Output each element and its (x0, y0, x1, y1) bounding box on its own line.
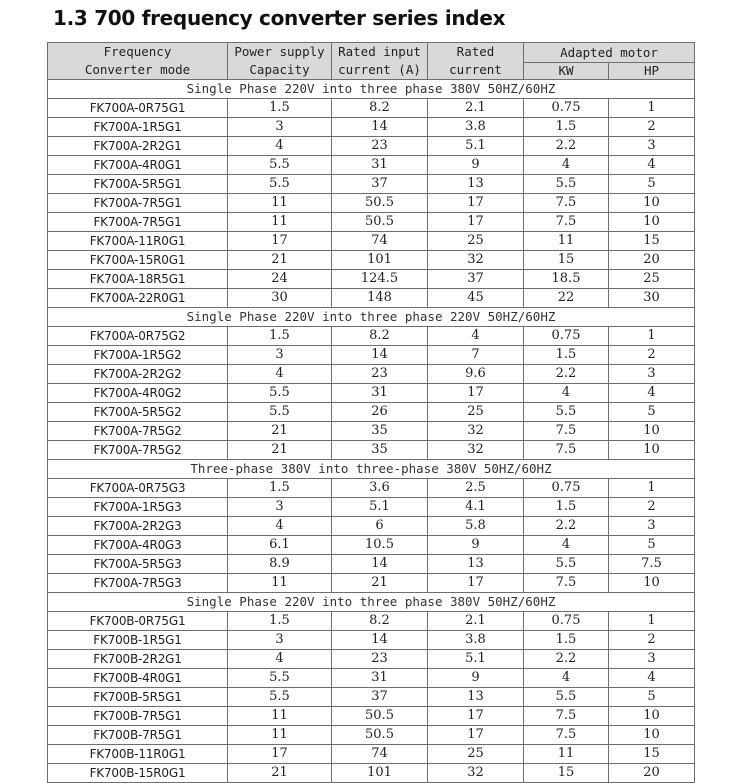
cell-model: FK700B-7R5G1 (48, 707, 228, 726)
cell-power-capacity: 1.5 (228, 612, 332, 631)
cell-rated-input-current: 23 (332, 137, 428, 156)
cell-rated-input-current: 8.2 (332, 99, 428, 118)
cell-motor-hp: 10 (609, 726, 695, 745)
table-row (48, 555, 695, 574)
cell-power-capacity: 11 (228, 213, 332, 232)
cell-motor-kw: 4 (524, 536, 609, 555)
cell-motor-hp: 5 (609, 688, 695, 707)
cell-rated-current: 4.1 (428, 498, 524, 517)
page-title: 1.3 700 frequency converter series index (53, 6, 506, 30)
section-label: Single Phase 220V into three phase 220V 50HZ/60HZ (48, 308, 695, 327)
cell-motor-hp: 15 (609, 745, 695, 764)
cell-motor-kw: 5.5 (524, 175, 609, 194)
cell-power-capacity: 8.9 (228, 555, 332, 574)
cell-rated-current: 9 (428, 156, 524, 175)
cell-model: FK700A-1R5G1 (48, 118, 228, 137)
cell-rated-input-current: 31 (332, 669, 428, 688)
section-header-row (48, 460, 695, 479)
section-header-row (48, 80, 695, 99)
cell-motor-hp: 2 (609, 346, 695, 365)
section-label: Single Phase 220V into three phase 380V 50HZ/60HZ (48, 593, 695, 612)
cell-rated-current: 9 (428, 669, 524, 688)
cell-rated-input-current: 26 (332, 403, 428, 422)
cell-motor-kw: 11 (524, 745, 609, 764)
cell-rated-input-current: 148 (332, 289, 428, 308)
cell-model: FK700B-2R2G1 (48, 650, 228, 669)
table-row (48, 289, 695, 308)
table-row (48, 251, 695, 270)
cell-power-capacity: 11 (228, 726, 332, 745)
cell-motor-hp: 10 (609, 707, 695, 726)
cell-motor-kw: 7.5 (524, 422, 609, 441)
cell-motor-kw: 1.5 (524, 498, 609, 517)
cell-motor-kw: 7.5 (524, 726, 609, 745)
cell-motor-kw: 15 (524, 764, 609, 783)
table-row (48, 99, 695, 118)
cell-model: FK700A-2R2G2 (48, 365, 228, 384)
table-row (48, 764, 695, 783)
cell-power-capacity: 4 (228, 365, 332, 384)
cell-model: FK700A-5R5G3 (48, 555, 228, 574)
cell-model: FK700A-7R5G1 (48, 213, 228, 232)
cell-motor-hp: 2 (609, 118, 695, 137)
cell-motor-kw: 1.5 (524, 118, 609, 137)
header-text: Rated input (338, 44, 421, 59)
table-row (48, 479, 695, 498)
cell-rated-current: 9.6 (428, 365, 524, 384)
cell-rated-current: 17 (428, 726, 524, 745)
cell-model: FK700A-5R5G2 (48, 403, 228, 422)
cell-rated-input-current: 6 (332, 517, 428, 536)
cell-model: FK700A-0R75G2 (48, 327, 228, 346)
table-row (48, 707, 695, 726)
cell-motor-kw: 7.5 (524, 441, 609, 460)
cell-motor-hp: 5 (609, 403, 695, 422)
cell-motor-kw: 0.75 (524, 612, 609, 631)
header-rated-input-current (332, 43, 428, 80)
cell-motor-hp: 1 (609, 612, 695, 631)
table-row (48, 384, 695, 403)
header-power-supply-capacity (228, 43, 332, 80)
cell-motor-kw: 2.2 (524, 517, 609, 536)
cell-power-capacity: 5.5 (228, 688, 332, 707)
cell-rated-input-current: 5.1 (332, 498, 428, 517)
table-row (48, 574, 695, 593)
cell-rated-current: 3.8 (428, 118, 524, 137)
cell-rated-current: 9 (428, 536, 524, 555)
cell-power-capacity: 11 (228, 194, 332, 213)
cell-power-capacity: 21 (228, 441, 332, 460)
cell-motor-hp: 10 (609, 194, 695, 213)
cell-rated-current: 7 (428, 346, 524, 365)
cell-power-capacity: 17 (228, 745, 332, 764)
table-row (48, 441, 695, 460)
table-row (48, 403, 695, 422)
table-row (48, 612, 695, 631)
cell-power-capacity: 5.5 (228, 403, 332, 422)
cell-rated-input-current: 37 (332, 688, 428, 707)
cell-rated-input-current: 74 (332, 745, 428, 764)
cell-rated-input-current: 31 (332, 156, 428, 175)
cell-rated-current: 4 (428, 327, 524, 346)
table-row (48, 194, 695, 213)
cell-motor-kw: 2.2 (524, 650, 609, 669)
cell-motor-hp: 25 (609, 270, 695, 289)
cell-rated-current: 25 (428, 403, 524, 422)
cell-rated-current: 17 (428, 574, 524, 593)
cell-model: FK700A-18R5G1 (48, 270, 228, 289)
cell-model: FK700A-1R5G3 (48, 498, 228, 517)
cell-model: FK700A-0R75G1 (48, 99, 228, 118)
cell-rated-current: 5.1 (428, 137, 524, 156)
cell-model: FK700A-11R0G1 (48, 232, 228, 251)
cell-power-capacity: 21 (228, 764, 332, 783)
cell-power-capacity: 21 (228, 422, 332, 441)
header-text: Power supply (234, 44, 325, 59)
header-text: Converter mode (84, 62, 191, 77)
cell-rated-input-current: 35 (332, 422, 428, 441)
cell-model: FK700A-15R0G1 (48, 251, 228, 270)
cell-model: FK700A-4R0G1 (48, 156, 228, 175)
cell-rated-input-current: 14 (332, 346, 428, 365)
table-row (48, 536, 695, 555)
cell-power-capacity: 4 (228, 137, 332, 156)
header-text: current (A) (338, 62, 421, 77)
cell-rated-current: 3.8 (428, 631, 524, 650)
section-label: Three-phase 380V into three-phase 380V 50HZ/60HZ (48, 460, 695, 479)
table-row (48, 745, 695, 764)
cell-power-capacity: 3 (228, 498, 332, 517)
cell-rated-current: 17 (428, 707, 524, 726)
cell-power-capacity: 6.1 (228, 536, 332, 555)
cell-model: FK700A-7R5G3 (48, 574, 228, 593)
table-row (48, 213, 695, 232)
cell-rated-input-current: 35 (332, 441, 428, 460)
section-label: Single Phase 220V into three phase 380V 50HZ/60HZ (48, 80, 695, 99)
cell-rated-current: 17 (428, 213, 524, 232)
cell-rated-current: 2.1 (428, 99, 524, 118)
cell-power-capacity: 1.5 (228, 327, 332, 346)
cell-rated-current: 13 (428, 175, 524, 194)
cell-motor-hp: 3 (609, 650, 695, 669)
cell-model: FK700A-22R0G1 (48, 289, 228, 308)
cell-power-capacity: 11 (228, 707, 332, 726)
cell-motor-hp: 4 (609, 669, 695, 688)
table-body (48, 80, 695, 783)
cell-rated-input-current: 10.5 (332, 536, 428, 555)
cell-motor-hp: 10 (609, 574, 695, 593)
table-row (48, 327, 695, 346)
cell-motor-kw: 18.5 (524, 270, 609, 289)
cell-model: FK700B-5R5G1 (48, 688, 228, 707)
cell-power-capacity: 5.5 (228, 156, 332, 175)
cell-motor-hp: 1 (609, 479, 695, 498)
cell-rated-current: 13 (428, 688, 524, 707)
cell-motor-hp: 5 (609, 175, 695, 194)
header-kw: KW (524, 63, 609, 80)
cell-rated-current: 5.1 (428, 650, 524, 669)
table-row (48, 118, 695, 137)
cell-motor-hp: 1 (609, 99, 695, 118)
cell-motor-hp: 4 (609, 156, 695, 175)
cell-rated-input-current: 23 (332, 365, 428, 384)
table-row (48, 137, 695, 156)
cell-rated-current: 2.5 (428, 479, 524, 498)
table-row (48, 156, 695, 175)
cell-motor-hp: 4 (609, 384, 695, 403)
cell-model: FK700B-15R0G1 (48, 764, 228, 783)
cell-power-capacity: 11 (228, 574, 332, 593)
cell-rated-input-current: 50.5 (332, 194, 428, 213)
cell-rated-input-current: 14 (332, 118, 428, 137)
cell-model: FK700A-0R75G3 (48, 479, 228, 498)
cell-model: FK700B-11R0G1 (48, 745, 228, 764)
cell-motor-kw: 0.75 (524, 327, 609, 346)
cell-power-capacity: 5.5 (228, 175, 332, 194)
cell-motor-hp: 2 (609, 631, 695, 650)
cell-model: FK700A-4R0G3 (48, 536, 228, 555)
cell-motor-kw: 7.5 (524, 194, 609, 213)
converter-index-table (47, 42, 695, 783)
header-text: Rated (456, 44, 495, 59)
cell-motor-hp: 10 (609, 441, 695, 460)
cell-rated-input-current: 23 (332, 650, 428, 669)
cell-model: FK700A-1R5G2 (48, 346, 228, 365)
cell-rated-current: 13 (428, 555, 524, 574)
cell-rated-input-current: 14 (332, 555, 428, 574)
cell-power-capacity: 3 (228, 118, 332, 137)
cell-power-capacity: 4 (228, 650, 332, 669)
table-row (48, 422, 695, 441)
cell-power-capacity: 3 (228, 631, 332, 650)
table-row (48, 726, 695, 745)
cell-model: FK700A-7R5G2 (48, 422, 228, 441)
cell-model: FK700A-5R5G1 (48, 175, 228, 194)
cell-power-capacity: 24 (228, 270, 332, 289)
cell-motor-kw: 5.5 (524, 403, 609, 422)
cell-rated-input-current: 50.5 (332, 726, 428, 745)
header-adapted-motor: Adapted motor (524, 43, 695, 63)
cell-motor-hp: 20 (609, 764, 695, 783)
cell-motor-hp: 3 (609, 517, 695, 536)
cell-rated-current: 32 (428, 422, 524, 441)
cell-power-capacity: 3 (228, 346, 332, 365)
table-row (48, 232, 695, 251)
cell-motor-kw: 5.5 (524, 688, 609, 707)
cell-rated-input-current: 3.6 (332, 479, 428, 498)
cell-rated-input-current: 37 (332, 175, 428, 194)
cell-rated-current: 45 (428, 289, 524, 308)
cell-power-capacity: 5.5 (228, 384, 332, 403)
cell-power-capacity: 21 (228, 251, 332, 270)
section-header-row (48, 593, 695, 612)
cell-motor-hp: 2 (609, 498, 695, 517)
cell-motor-hp: 1 (609, 327, 695, 346)
section-header-row (48, 308, 695, 327)
cell-rated-current: 37 (428, 270, 524, 289)
cell-motor-hp: 10 (609, 422, 695, 441)
header-rated-current (428, 43, 524, 80)
cell-motor-kw: 11 (524, 232, 609, 251)
cell-motor-kw: 5.5 (524, 555, 609, 574)
cell-rated-input-current: 14 (332, 631, 428, 650)
header-text: Frequency (103, 44, 172, 59)
cell-motor-hp: 20 (609, 251, 695, 270)
cell-rated-input-current: 8.2 (332, 327, 428, 346)
cell-rated-current: 32 (428, 251, 524, 270)
cell-motor-kw: 4 (524, 384, 609, 403)
cell-model: FK700B-0R75G1 (48, 612, 228, 631)
table-row (48, 631, 695, 650)
table-row (48, 175, 695, 194)
header-frequency-converter-mode (48, 43, 228, 80)
cell-rated-current: 2.1 (428, 612, 524, 631)
cell-motor-hp: 3 (609, 365, 695, 384)
table-row (48, 346, 695, 365)
header-hp: HP (609, 63, 695, 80)
cell-motor-kw: 7.5 (524, 574, 609, 593)
table-row (48, 270, 695, 289)
cell-rated-input-current: 101 (332, 251, 428, 270)
cell-motor-kw: 7.5 (524, 707, 609, 726)
cell-rated-input-current: 50.5 (332, 707, 428, 726)
header-text: Capacity (249, 62, 310, 77)
table-row (48, 365, 695, 384)
table-header (48, 43, 695, 80)
cell-rated-current: 17 (428, 384, 524, 403)
cell-motor-kw: 0.75 (524, 99, 609, 118)
cell-rated-input-current: 124.5 (332, 270, 428, 289)
cell-model: FK700A-4R0G2 (48, 384, 228, 403)
cell-motor-kw: 1.5 (524, 631, 609, 650)
cell-motor-kw: 4 (524, 156, 609, 175)
cell-model: FK700A-7R5G2 (48, 441, 228, 460)
cell-model: FK700A-2R2G3 (48, 517, 228, 536)
cell-rated-input-current: 8.2 (332, 612, 428, 631)
cell-power-capacity: 17 (228, 232, 332, 251)
cell-motor-kw: 4 (524, 669, 609, 688)
cell-model: FK700A-2R2G1 (48, 137, 228, 156)
cell-rated-current: 32 (428, 441, 524, 460)
cell-rated-current: 25 (428, 232, 524, 251)
cell-motor-kw: 2.2 (524, 365, 609, 384)
cell-model: FK700B-1R5G1 (48, 631, 228, 650)
cell-model: FK700B-4R0G1 (48, 669, 228, 688)
cell-motor-kw: 22 (524, 289, 609, 308)
table-row (48, 517, 695, 536)
cell-motor-kw: 0.75 (524, 479, 609, 498)
cell-power-capacity: 30 (228, 289, 332, 308)
cell-rated-input-current: 31 (332, 384, 428, 403)
header-text: current (449, 62, 502, 77)
cell-motor-hp: 3 (609, 137, 695, 156)
cell-rated-input-current: 101 (332, 764, 428, 783)
cell-model: FK700B-7R5G1 (48, 726, 228, 745)
cell-motor-hp: 15 (609, 232, 695, 251)
cell-motor-kw: 2.2 (524, 137, 609, 156)
cell-motor-hp: 30 (609, 289, 695, 308)
cell-rated-current: 5.8 (428, 517, 524, 536)
cell-power-capacity: 1.5 (228, 99, 332, 118)
table-row (48, 669, 695, 688)
cell-motor-kw: 1.5 (524, 346, 609, 365)
table-row (48, 688, 695, 707)
cell-motor-kw: 7.5 (524, 213, 609, 232)
cell-model: FK700A-7R5G1 (48, 194, 228, 213)
table-row (48, 650, 695, 669)
cell-rated-input-current: 74 (332, 232, 428, 251)
cell-rated-current: 17 (428, 194, 524, 213)
cell-power-capacity: 5.5 (228, 669, 332, 688)
cell-power-capacity: 4 (228, 517, 332, 536)
cell-rated-current: 25 (428, 745, 524, 764)
cell-motor-hp: 10 (609, 213, 695, 232)
cell-motor-hp: 5 (609, 536, 695, 555)
table-row (48, 498, 695, 517)
cell-rated-current: 32 (428, 764, 524, 783)
cell-power-capacity: 1.5 (228, 479, 332, 498)
cell-rated-input-current: 50.5 (332, 213, 428, 232)
cell-rated-input-current: 21 (332, 574, 428, 593)
cell-motor-kw: 15 (524, 251, 609, 270)
cell-motor-hp: 7.5 (609, 555, 695, 574)
